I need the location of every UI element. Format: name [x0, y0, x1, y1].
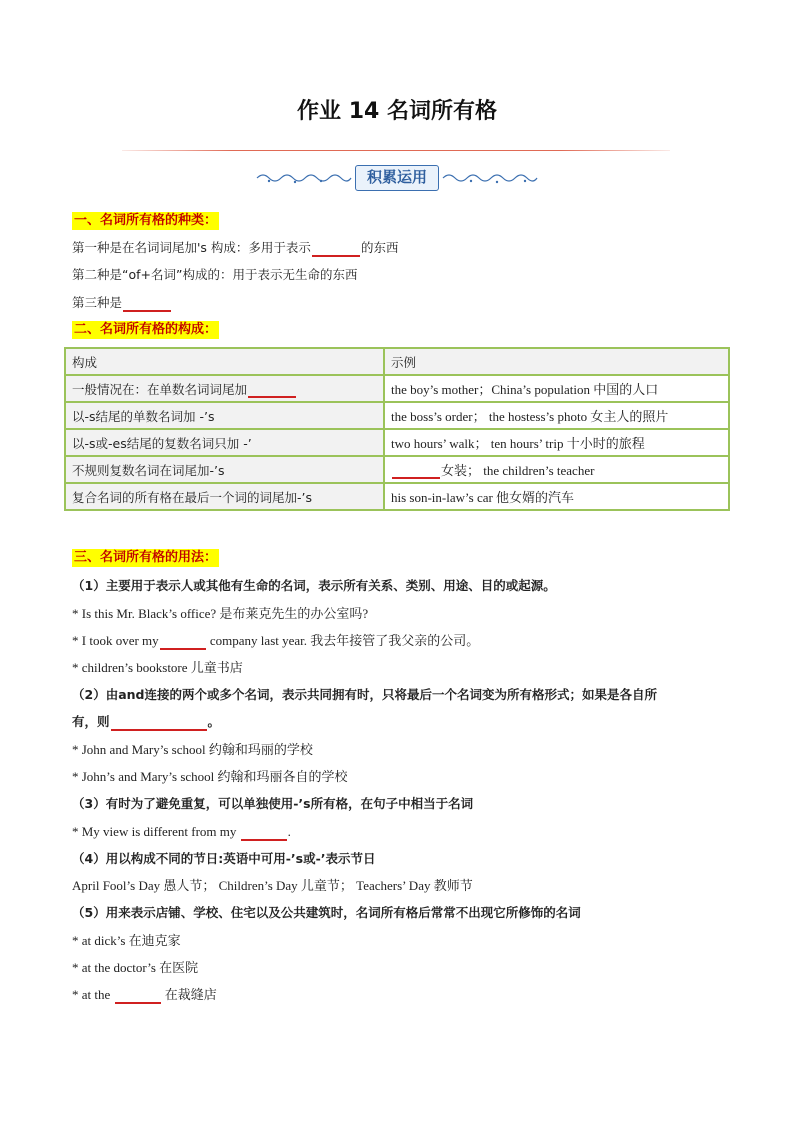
- answer-blank[interactable]: [160, 634, 206, 650]
- example-text: 在裁缝店: [164, 987, 217, 1002]
- example-text: * My view is different from my: [72, 824, 237, 839]
- table-cell: 复合名词的所有格在最后一个词的词尾加-’s: [65, 483, 384, 510]
- example-line: * at dick’s 在迪克家: [72, 933, 181, 948]
- sec1-line-1-tail: 的东西: [360, 240, 399, 255]
- example-line: * John’s and Mary’s school 约翰和玛丽各自的学校: [72, 769, 348, 784]
- usage-point-2-cont: [72, 713, 220, 731]
- example-line: [72, 986, 217, 1004]
- wave-ornament-right-icon: [441, 169, 539, 187]
- table-header-row: [65, 348, 729, 375]
- table-header-cell: 构成: [65, 348, 384, 375]
- table-header-cell: 示例: [384, 348, 729, 375]
- answer-blank[interactable]: [115, 988, 161, 1004]
- table-cell: the boss’s order； the hostess’s photo 女主人的照片: [384, 402, 729, 429]
- point-text: 有，则: [72, 714, 110, 729]
- table-cell: 不规则复数名词在词尾加-’s: [65, 456, 384, 483]
- section-banner: [255, 165, 539, 193]
- point-text: 。: [207, 714, 221, 729]
- table-cell: the boy’s mother；China’s population 中国的人口: [384, 375, 729, 402]
- table-cell: two hours’ walk； ten hours’ trip 十小时的旅程: [384, 429, 729, 456]
- page-title: 作业 14 名词所有格: [297, 99, 497, 124]
- usage-point-2: （2）由and连接的两个或多个名词，表示共同拥有时，只将最后一个名词变为所有格形式；如果是各自所: [72, 687, 657, 702]
- banner-label: 积累运用: [355, 165, 439, 191]
- sec1-line-3: [72, 294, 172, 312]
- example-text: .: [287, 824, 291, 839]
- wave-ornament-left-icon: [255, 169, 353, 187]
- usage-point-3: （3）有时为了避免重复，可以单独使用-’s所有格，在句子中相当于名词: [72, 796, 474, 811]
- holiday-examples: April Fool’s Day 愚人节； Children’s Day 儿童节； Teachers’ Day 教师节: [72, 878, 473, 893]
- table-cell: his son-in-law’s car 他女婿的汽车: [384, 483, 729, 510]
- section-3-heading: 三、名词所有格的用法：: [74, 550, 218, 565]
- usage-point-1: （1）主要用于表示人或其他有生命的名词，表示所有关系、类别、用途、目的或起源。: [72, 578, 556, 593]
- answer-blank[interactable]: [312, 241, 360, 257]
- usage-point-5: （5）用来表示店铺、学校、住宅以及公共建筑时，名词所有格后常常不出现它所修饰的名词: [72, 905, 581, 920]
- example-line: * children’s bookstore 儿童书店: [72, 660, 243, 675]
- example-line: [72, 823, 291, 841]
- table-row: [65, 402, 729, 429]
- table-row: [65, 456, 729, 483]
- usage-point-4: （4）用以构成不同的节日:英语中可用-’s或-’表示节日: [72, 851, 376, 866]
- title-divider: [122, 150, 670, 151]
- answer-blank[interactable]: [248, 382, 296, 398]
- sec1-line-1-text: 第一种是在名词词尾加's 构成：多用于表示: [72, 240, 311, 255]
- table-row: [65, 483, 729, 510]
- answer-blank[interactable]: [111, 715, 207, 731]
- example-text: company last year. 我去年接管了我父亲的公司。: [209, 633, 480, 648]
- table-cell: [384, 456, 729, 483]
- sec1-line-2: 第二种是“of+名词”构成的：用于表示无生命的东西: [72, 267, 358, 282]
- table-row: [65, 375, 729, 402]
- cell-text: 女装； the children’s teacher: [441, 463, 595, 478]
- table-cell: [65, 375, 384, 402]
- answer-blank[interactable]: [241, 825, 287, 841]
- table-cell: 以-s或-es结尾的复数名词只加 -’: [65, 429, 384, 456]
- section-1-heading: 一、名词所有格的种类：: [74, 213, 218, 228]
- table-cell: 以-s结尾的单数名词加 -’s: [65, 402, 384, 429]
- example-line: * John and Mary’s school 约翰和玛丽的学校: [72, 742, 313, 757]
- table-row: [65, 429, 729, 456]
- cell-text: 一般情况在：在单数名词词尾加: [72, 381, 248, 397]
- sec1-line-3-text: 第三种是: [72, 295, 123, 310]
- example-line: * Is this Mr. Black’s office? 是布莱克先生的办公室吗?: [72, 606, 369, 621]
- example-text: * at the: [72, 987, 111, 1002]
- example-line: * at the doctor’s 在医院: [72, 960, 199, 975]
- example-line: [72, 632, 479, 650]
- section-2-heading: 二、名词所有格的构成：: [74, 322, 218, 337]
- example-text: * I took over my: [72, 633, 159, 648]
- answer-blank[interactable]: [123, 296, 171, 312]
- answer-blank[interactable]: [392, 463, 440, 479]
- sec1-line-1: [72, 239, 398, 257]
- formation-table: [64, 347, 730, 511]
